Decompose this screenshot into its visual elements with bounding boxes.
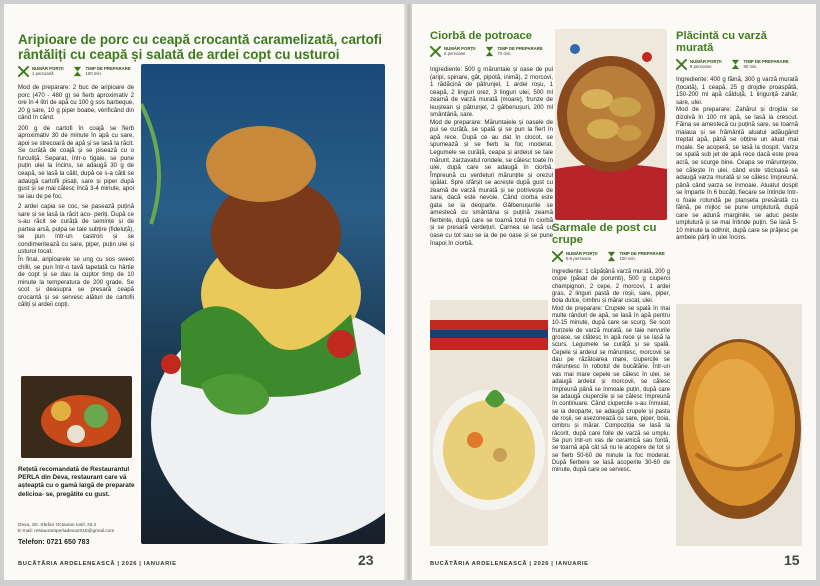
paragraph: În final, aripioarele se ung cu sos sweet chilli, se pun într-o tavă tapetată cu hârtie de copt și se dau la cuptor timp de 10 minute la temperatura de 200 grade. Se scot și deasupra se presară ceapă crocantă și se servesc alături de cartofii căliți și ardeii copți.: [18, 256, 134, 309]
restaurant-phone: Telefon: 0721 650 783: [18, 539, 90, 546]
portions-label: NUMĂR PORȚII: [690, 59, 722, 64]
paragraph: Mod de preparare: 2 buc de aripioare de porc (470 - 480 g) se fierb aproximativ 2 ore în 4 litri de apă cu 100 g sos barbeque, 20 g sare, 10 g piper boabe, verificând din când în când.: [18, 84, 134, 122]
recipe-meta: [18, 66, 131, 77]
right-page: [412, 4, 816, 580]
recipe-body: [18, 84, 134, 309]
ciorba-meta: [430, 46, 543, 57]
portions-value: 8 persoane: [690, 64, 712, 69]
restaurant-recommendation: Rețetă recomandată de Restaurantul PERLA din Deva, restaurant care vă așteaptă cu o gamă largă de preparate delicioa- se, pregătite cu gust.: [18, 466, 135, 498]
cutlery-icon: [18, 66, 29, 77]
portions-value: 5-6 persoane: [566, 256, 592, 261]
portions-label: NUMĂR PORȚII: [566, 251, 598, 256]
method: Mod de preparare: Măruntaiele și oasele de pui se curăță, se spală și se pun la fiert în apă rece. După ce au dat în clocot, se spumează și se fierb la foc moderat. Legumele se curăță, ceapa și ardeiul se taie mărunt, zarzavatul rondele, se călesc toate în ulei, după care se adaugă în ciorbă. Împreună cu verdețuri mărunțite și orezul spălat. Spre sfârșit se acrește după gust cu zeamă de varză murată și se potrivește de sare, dacă este nevoie. Când ciorba este gata se ia deoparte. Gălbenușurile se amestecă cu smântâna și puțină zeamă fierbinte, după care se toarnă totul în ciorbă și se presară verdețuri. Carnea se lasă cu oase cu tot sau se ia de pe oase și se pune înapoi în ciorbă.: [430, 118, 553, 247]
portions-info: [18, 66, 64, 77]
cutlery-icon: [552, 251, 563, 262]
time-label: TIMP DE PREPARARE: [497, 46, 543, 51]
paragraph: 200 g de cartofi în coajă se fierb aproximativ 30 de minute în apă cu sare, apoi se strecoară de apă și se lasă la răcit. Se curăță de coajă și se pisează cu o furculiță. Separat, într-o tigaie, se pune puțin ulei la încins, se adaugă 30 g de ceapă, se lasă la călit, după ce s-a călit se adaugă cartofii pisați, sare și piper după gust și se mai călesc încă 3-4 minute, apoi se iau de pe foc.: [18, 124, 134, 200]
time-info: [606, 251, 665, 262]
time-label: TIMP DE PREPARARE: [85, 66, 131, 71]
time-info: [484, 46, 543, 57]
dish-illustration: [141, 64, 385, 544]
placinta-illustration: [676, 304, 802, 546]
sarmale-title: Sarmale de post cu crupe: [552, 222, 657, 246]
portions-label: NUMĂR PORȚII: [32, 66, 64, 71]
ingredients: Ingrediente: 1 căpățână varză murată, 200 g crupe (păsat de porumb), 500 g ciuperci champignon, 2 cepe, 2 morcovi, 1 ardei gras, 2 linguri pastă de roșii, sare, piper, boia dulce, cimbru și mărar uscat, ulei.: [552, 269, 670, 305]
paragraph: 2 ardei capia se coc, se pasează puțină sare și se lasă la răcit aco- periți. După ce s-au răcit se curăță de semințe și de partea arsă, pulpa se taie subțire (fideluță), se pun într-un castron și se condimentează cu sare, piper, puțin ulei și usturoi tocat.: [18, 203, 134, 256]
placinta-title: Plăcintă cu varză murată: [676, 30, 767, 54]
portions-label: NUMĂR PORȚII: [444, 46, 476, 51]
method: Mod de preparare: Zahărul și drojdia se dizolvă în 100 ml apă, se lasă la crescut. Făina se amestecă cu puțină sare, se toarnă maiaua și se frământă aluatul adăugând treptat apă, până se obține un aluat mai moale. Se acoperă, se lasă la dospit. Varza se spală sub jet de apă rece dacă este prea acră, se scurge bine. Ceapa se mărunțește, se călește în ulei, când este sticloasă se adaugă varza murată și se călesc împreună, până când varza se înmoaie. Aluatul dospit se împarte în 6 bucăți, fiecare se întinde într-o foaie rotundă pe planșeta presărată cu făină, pe mijloc se pune umplutură, după care se adună marginile, se aduc peste umplutură și se mai întinde puțin. Se lasă 5-10 minute la odihnit, după care se prăjesc pe ambele părți în ulei încins.: [676, 106, 798, 242]
email-line: E-mail: restaurantperladeva2018@gmail.com: [18, 529, 115, 534]
time-value: 100 min.: [619, 256, 636, 261]
ciorba-title: Ciorbă de potroace: [430, 30, 532, 42]
time-info: [730, 59, 789, 70]
time-value: 90 min.: [743, 64, 758, 69]
placinta-body: [676, 76, 798, 242]
page-footer: BUCĂTĂRIA ARDELENEASCĂ | 2026 | IANUARIE: [18, 561, 177, 567]
sarmale-meta: [552, 251, 665, 262]
sarmale-illustration: [555, 29, 667, 220]
portions-info: [552, 251, 598, 262]
ciorba-body: [430, 66, 553, 247]
portions-info: [430, 46, 476, 57]
page-number: 23: [358, 552, 374, 568]
placinta-meta: [676, 59, 789, 70]
page-number: 15: [784, 552, 800, 568]
ciorba-photo: [430, 300, 548, 546]
placinta-photo: [676, 304, 802, 546]
sarmale-photo: [555, 29, 667, 220]
method: Mod de preparare: Crupele se spală în mai multe rânduri de apă, se lasă în apă pentru 10-15 minute, după care se scurg. Se scot frunzele de varză murată, se taie nervurile groase, se clătesc în apă rece și se lasă la scurs. Legumele se curăță și se spală. Cepele și ardeiul se mărunțesc, morcovii se dau pe răzătoarea mare, ciupercile se mărunțesc în robotul de bucătărie. Într-un vas mai mare cepele se călesc în ulei, se adaugă ardeiul și morcovii, se călesc împreună până se înmoaie puțin, după care se adaugă ciupercile și se călesc împreună în continuare. Când ciupercile s-au înmuiat, se ia deoparte, se adaugă crupele și pasta de roșii, se asezonează cu sare, piper, boia, cimbru și mărar. Compoziția se lasă la răcorit, după care foile de varză se umplu. Se pun într-un vas de ceramică sau fontă, se toarnă apă cât să nu le acopere de tot și se fierb 50-60 de minute la foc moderat. După fierbere se lasă acoperite 30-60 de minute, după care se servesc.: [552, 305, 670, 474]
clock-icon: [730, 59, 741, 70]
time-value: 70 min.: [497, 51, 512, 56]
time-label: TIMP DE PREPARARE: [619, 251, 665, 256]
time-info: [72, 66, 131, 77]
time-label: TIMP DE PREPARARE: [743, 59, 789, 64]
cutlery-icon: [676, 59, 687, 70]
clock-icon: [606, 251, 617, 262]
clock-icon: [484, 46, 495, 57]
portions-info: [676, 59, 722, 70]
portions-value: 6 persoane: [444, 51, 466, 56]
main-dish-photo: [141, 64, 385, 544]
ingredients: Ingrediente: 400 g făină, 300 g varză murată (tocată), 1 ceapă, 25 g drojdie proaspătă, 150-200 ml apă călduță, 1 linguriță zahăr, sare, ulei.: [676, 76, 798, 106]
time-value: 100 min.: [85, 71, 102, 76]
sarmale-body: [552, 269, 670, 475]
portions-value: 1 persoană: [32, 71, 54, 76]
recipe-title: Aripioare de porc cu ceapă crocantă caramelizată, cartofi rântăliți cu ceapă și salată de ardei copt cu usturoi: [18, 32, 382, 62]
address-line: Deva, Str. Stefan Octavian Iosif, Nr.2: [18, 523, 97, 528]
ingredients: Ingrediente: 500 g măruntaie și oase de pui (aripi, spinare, gât, pipotă, inimă), 2 morcovi, 1 rădăcină de pătrunjel, 1 ardei roșu, 1 ceapă, 2 linguri orez, 3 linguri ulei, 500 ml zeamă de varză murată (moare), frunze de leuștean și pătrunjel, 2 gălbenușuri, 200 ml smântână, sare.: [430, 66, 553, 119]
cutlery-icon: [430, 46, 441, 57]
page-footer: BUCĂTĂRIA ARDELENEASCĂ | 2026 | IANUARIE: [430, 561, 589, 567]
left-page: [4, 4, 406, 580]
clock-icon: [72, 66, 83, 77]
restaurant-address: [18, 523, 138, 535]
restaurant-illustration: [21, 376, 132, 458]
ciorba-illustration: [430, 300, 548, 546]
restaurant-photo: [21, 376, 132, 458]
